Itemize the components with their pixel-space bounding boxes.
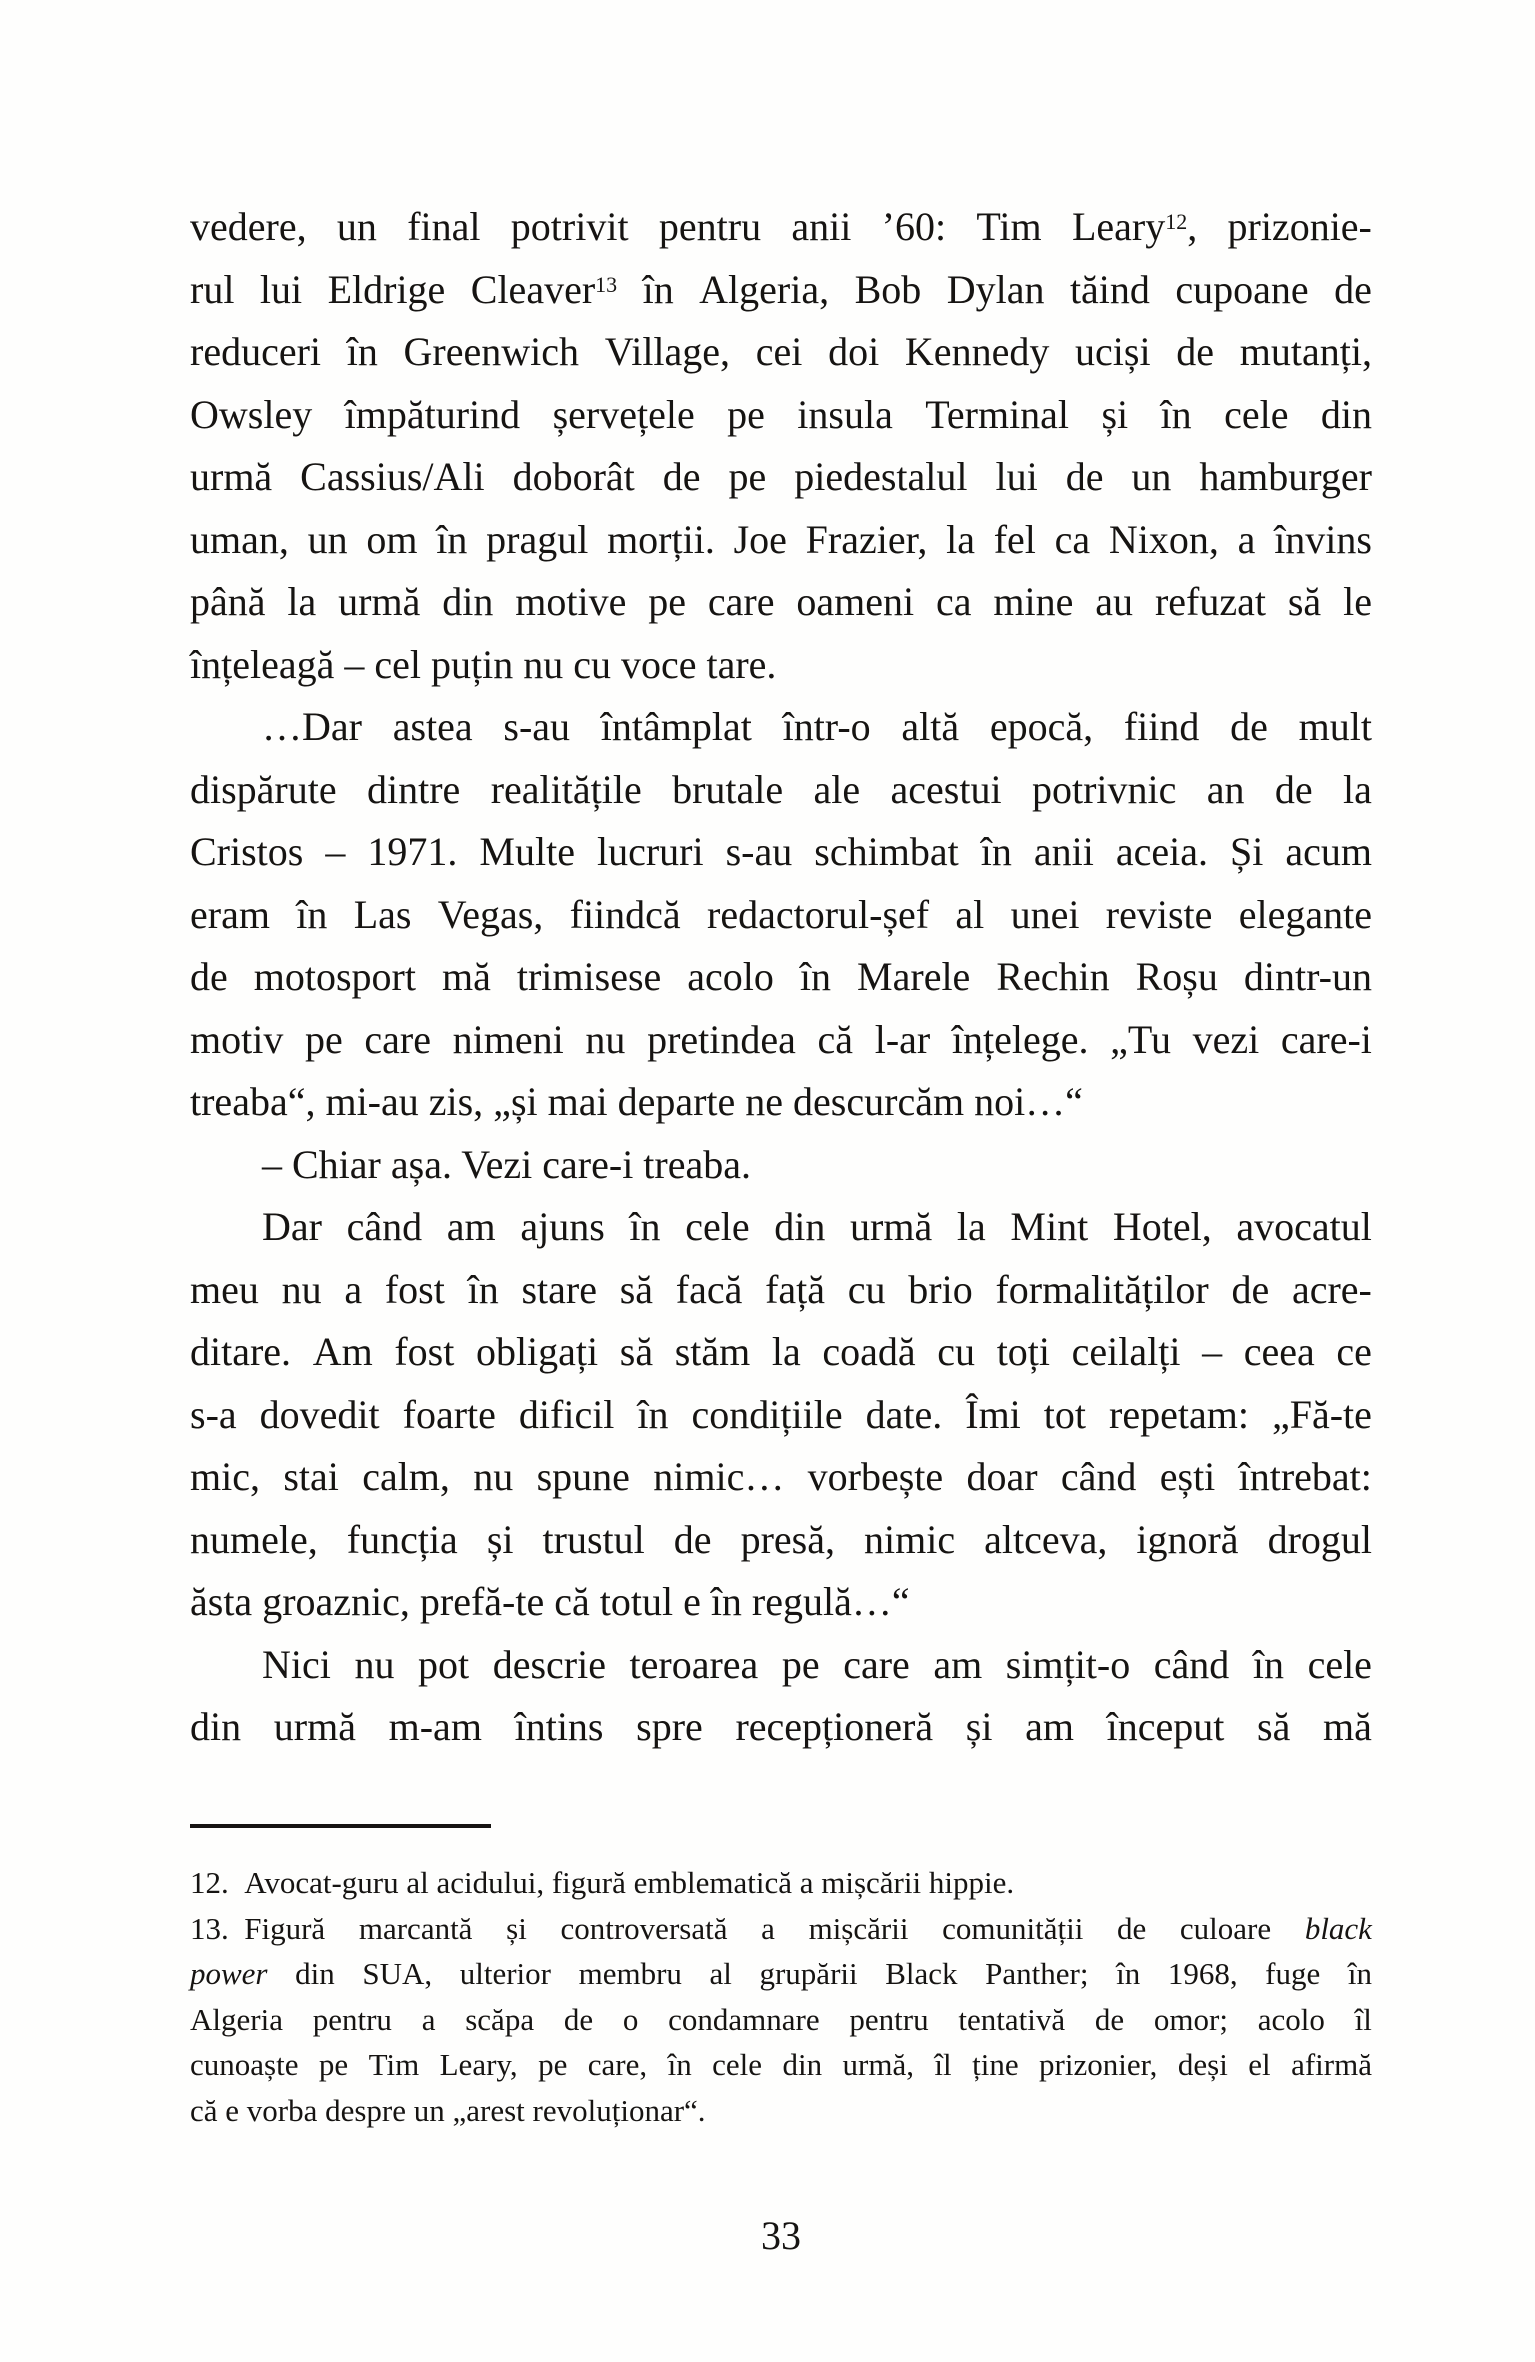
footnotes xyxy=(190,1860,1372,2133)
text-line: Algeria pentru a scăpa de o condamnare pentru tentativă de omor; acolo îl xyxy=(190,2001,1372,2037)
text-line: Cristos – 1971. Multe lucruri s-au schimbat în anii aceia. Și acum xyxy=(190,829,1372,874)
text-line: 13. Figură marcantă și controversată a mișcării comunității de culoare black xyxy=(190,1910,1372,1946)
text-line: – Chiar așa. Vezi care-i treaba. xyxy=(262,1141,752,1187)
text-line: ăsta groaznic, prefă-te că totul e în regulă…“ xyxy=(190,1579,910,1624)
text-line: ditare. Am fost obligați să stăm la coadă cu toți ceilalți – ceea ce xyxy=(190,1329,1372,1374)
text-line: rul lui Eldrige Cleaver$^{13}$ în Algeria, Bob Dylan tăind cupoane de xyxy=(190,266,1372,312)
text-line: 12. Avocat-guru al acidului, figură emblematică a mișcării hippie. xyxy=(190,1865,1015,1900)
text-line: că e vorba despre un „arest revoluționar“. xyxy=(190,2092,706,2128)
text-line: Dar când am ajuns în cele din urmă la Mint Hotel, avocatul xyxy=(262,1204,1372,1249)
footnote-separator xyxy=(190,1824,491,1828)
text-line: meu nu a fost în stare să facă față cu brio formalităților de acre- xyxy=(190,1266,1372,1312)
text-line: numele, funcția și trustul de presă, nimic altceva, ignoră drogul xyxy=(190,1516,1372,1562)
text-line: dispărute dintre realitățile brutale ale acestui potrivnic an de la xyxy=(190,766,1372,812)
text-line: până la urmă din motive pe care oameni ca mine au refuzat să le xyxy=(190,579,1372,624)
text-line: …Dar astea s-au întâmplat într-o altă epocă, fiind de mult xyxy=(262,704,1372,749)
text-line: Owsley împăturind șervețele pe insula Terminal și în cele din xyxy=(190,391,1372,437)
text-line: de motosport mă trimisese acolo în Marele Rechin Roșu dintr-un xyxy=(190,954,1372,999)
text-line: s-a dovedit foarte dificil în condițiile date. Îmi tot repetam: „Fă-te xyxy=(190,1391,1372,1437)
text-line: înțeleagă – cel puțin nu cu voce tare. xyxy=(190,641,777,687)
text-line: din urmă m-am întins spre recepționeră și am început să mă xyxy=(190,1704,1372,1749)
text-line: reduceri în Greenwich Village, cei doi Kennedy uciși de mutanți, xyxy=(190,329,1372,374)
text-line: mic, stai calm, nu spune nimic… vorbește doar când ești întrebat: xyxy=(190,1454,1372,1499)
text-line: urmă Cassius/Ali doborât de pe piedestalul lui de un hamburger xyxy=(190,454,1372,499)
text-line: motiv pe care nimeni nu pretindea că l-ar înțelege. „Tu vezi care-i xyxy=(190,1016,1372,1062)
text-line: vedere, un final potrivit pentru anii ’60: Tim Leary$^{12}$, prizonie- xyxy=(190,204,1372,249)
text-line: eram în Las Vegas, fiindcă redactorul-șef al unei reviste elegante xyxy=(190,891,1372,937)
body-text xyxy=(190,196,1372,1759)
text-line: uman, un om în pragul morții. Joe Frazier, la fel ca Nixon, a învins xyxy=(190,516,1372,562)
page-number: 33 xyxy=(761,2213,801,2258)
text-line: power din SUA, ulterior membru al grupării Black Panther; în 1968, fuge în xyxy=(190,1956,1372,1991)
text-line: cunoaște pe Tim Leary, pe care, în cele din urmă, îl ține prizonier, deși el afirmă xyxy=(190,2047,1372,2082)
text-line: treaba“, mi-au zis, „și mai departe ne descurcăm noi…“ xyxy=(190,1079,1083,1124)
text-line: Nici nu pot descrie teroarea pe care am simțit-o când în cele xyxy=(262,1641,1372,1687)
